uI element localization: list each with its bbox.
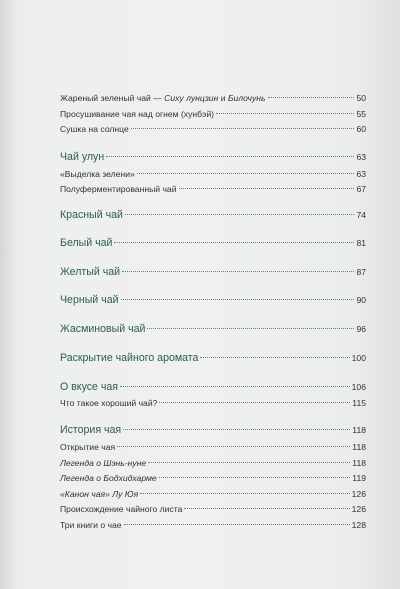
toc-entry-lu-yu-canon (60, 489, 366, 499)
toc-page-number: 90 (356, 295, 366, 305)
toc-entry-discovery (60, 442, 366, 452)
toc-section-black-tea (60, 294, 366, 306)
toc-page-number: 106 (351, 382, 366, 392)
toc-entry-title: Что такое хороший чай? (60, 398, 158, 408)
toc-section-jasmine-tea (60, 323, 366, 335)
toc-page-number: 126 (351, 504, 366, 514)
toc-page-number: 118 (352, 458, 366, 468)
dot-leader (137, 173, 355, 174)
toc-entry-title: Три книги о чае (60, 520, 122, 530)
toc-entry-leaf-origin (60, 504, 366, 514)
toc-page-number: 67 (356, 184, 366, 194)
toc-section-title: Чай улун (60, 151, 105, 163)
toc-entry-title: «Выделка зелени» (60, 169, 135, 179)
dot-leader (148, 462, 350, 463)
dot-leader (184, 508, 349, 509)
toc-entry-shennong-legend (60, 458, 366, 468)
toc-page-number: 126 (351, 489, 366, 499)
dot-leader (140, 493, 349, 494)
toc-page-number: 119 (352, 473, 366, 483)
dot-leader (216, 113, 354, 114)
toc-section-title: О вкусе чая (60, 381, 119, 393)
toc-entry-title: Просушивание чая над огнем (хунбэй) (60, 109, 215, 119)
toc-page-number: 55 (356, 109, 366, 119)
toc-section-oolong (60, 151, 366, 163)
dot-leader (106, 156, 354, 157)
toc-page-number: 60 (356, 124, 366, 134)
toc-section-title: Жасминовый чай (60, 323, 146, 335)
toc-entry-title: Жареный зеленый чай — Сиху лунцзин и Билочунь (60, 93, 266, 103)
toc-page-number: 87 (356, 267, 366, 277)
dot-leader (122, 271, 354, 272)
toc-section-white-tea (60, 237, 366, 249)
dot-leader (121, 299, 355, 300)
dot-leader (125, 214, 355, 215)
toc-section-title: Черный чай (60, 294, 119, 306)
dot-leader (268, 97, 355, 98)
dot-leader (147, 328, 354, 329)
toc-entry-sun-drying (60, 124, 366, 134)
toc-entry-title: Происхождение чайного листа (60, 504, 183, 514)
toc-page-number: 115 (352, 398, 366, 408)
toc-section-taste (60, 381, 366, 393)
toc-entry-bodhidharma-legend (60, 473, 366, 483)
toc-entry-fire-drying (60, 109, 366, 119)
toc-entry-title: Легенда о Шэнь-нуне (60, 458, 147, 468)
toc-section-title: История чая (60, 424, 122, 436)
dot-leader (159, 477, 351, 478)
toc-page-number: 118 (352, 425, 366, 435)
toc-section-title: Красный чай (60, 209, 123, 221)
dot-leader (124, 524, 350, 525)
toc-entry-title: Сушка на солнце (60, 124, 129, 134)
toc-page-number: 96 (356, 324, 366, 334)
toc-section-aroma (60, 352, 366, 364)
toc-page-number: 128 (351, 520, 366, 530)
toc-page-number: 50 (356, 93, 366, 103)
toc-section-history (60, 424, 366, 436)
dot-leader (131, 128, 355, 129)
toc-section-title: Белый чай (60, 237, 113, 249)
toc-page-number: 100 (351, 353, 366, 363)
dot-leader (120, 386, 350, 387)
toc-entry-title: Открытие чая (60, 442, 116, 452)
dot-leader (117, 446, 350, 447)
toc-page-number: 81 (356, 238, 366, 248)
toc-entry-title: Полуферментированный чай (60, 184, 177, 194)
dot-leader (114, 242, 354, 243)
toc-section-red-tea (60, 209, 366, 221)
toc-entry-title: «Канон чая» Лу Юя (60, 489, 139, 499)
toc-page-number: 63 (356, 169, 366, 179)
toc-page-number: 63 (356, 152, 366, 162)
toc-page-number: 74 (356, 210, 366, 220)
toc-page-number: 118 (352, 442, 366, 452)
toc-entry-semi-fermented (60, 184, 366, 194)
toc-section-yellow-tea (60, 266, 366, 278)
toc-section-title: Желтый чай (60, 266, 121, 278)
toc-section-title: Раскрытие чайного аромата (60, 352, 199, 364)
dot-leader (123, 429, 350, 430)
page-gutter-shadow (0, 0, 18, 589)
toc-entry-good-tea (60, 398, 366, 408)
dot-leader (179, 188, 355, 189)
toc-entry-title: Легенда о Бодхидхарме (60, 473, 157, 483)
dot-leader (159, 402, 350, 403)
dot-leader (200, 357, 349, 358)
toc-entry-three-books (60, 520, 366, 530)
toc-entry-fried-green-tea (60, 93, 366, 103)
toc-entry-greening (60, 169, 366, 179)
